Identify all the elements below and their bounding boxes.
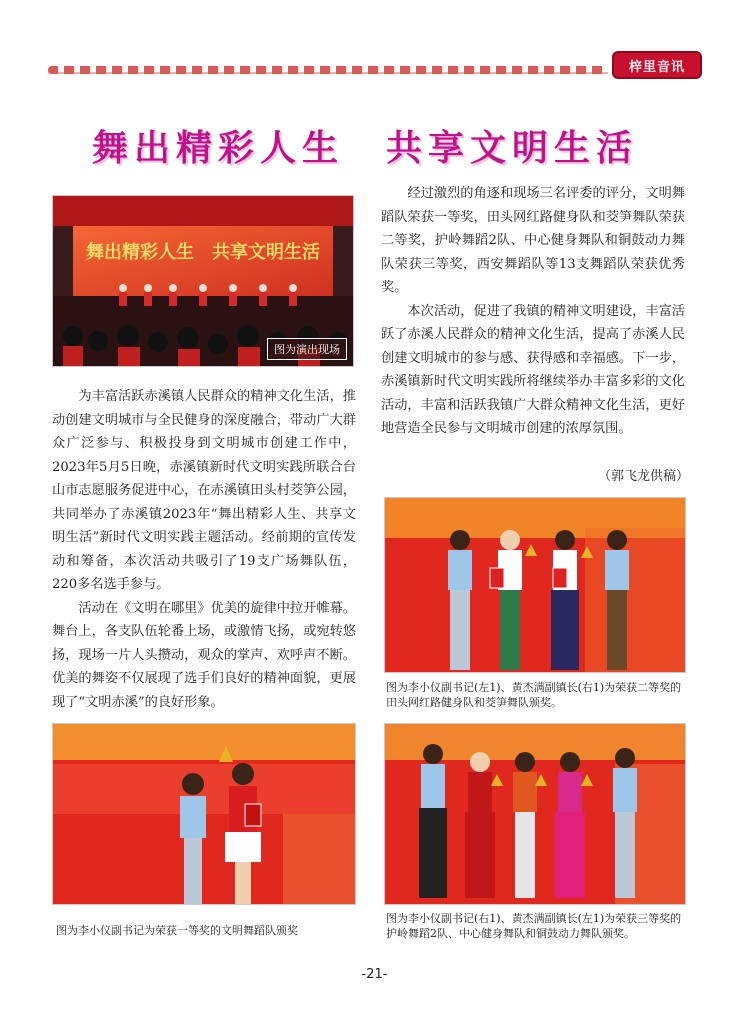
section-badge: 梓里音讯 xyxy=(612,51,702,79)
stage-photo-caption: 图为演出现场 xyxy=(267,338,347,360)
stage-photo xyxy=(52,195,354,367)
first-prize-image xyxy=(53,724,355,904)
paragraph-conclusion: 本次活动，促进了我镇的精神文明建设，丰富活跃了赤溪人民群众的精神文化生活，提高了赤溪人民创建文明城市的参与感、获得感和幸福感。下一步，赤溪镇新时代文明实践所将继续举办丰富多彩的文化活动，丰富和活跃我镇广大群众精神文化生活，更好地营造全民参与文明城市创建的浓厚氛围。 xyxy=(381,303,685,436)
first-prize-photo xyxy=(52,723,356,905)
article-title: 舞出精彩人生 共享文明生活 xyxy=(91,127,638,169)
header-rule-underline xyxy=(48,72,608,74)
second-prize-image xyxy=(385,498,685,672)
paragraph-results: 经过激烈的角逐和现场三名评委的评分，文明舞蹈队荣获一等奖，田头网红路健身队和茭笋舞队荣获二等奖，护岭舞蹈2队、中心健身舞队和铜鼓动力舞队荣获三等奖，西安舞蹈队等13支舞蹈队荣获优秀奖。 xyxy=(381,186,685,295)
right-column xyxy=(381,182,685,441)
paragraph-activity: 活动在《文明在哪里》优美的旋律中拉开帷幕。舞台上，各支队伍轮番上场，或激情飞扬，或宛转悠扬，现场一片人头攒动，观众的掌声、欢呼声不断。优美的舞姿不仅展现了选手们良好的精神面貌，更展现了“文明赤溪”的良好形象。 xyxy=(52,600,356,710)
third-prize-image xyxy=(385,724,685,904)
third-prize-photo xyxy=(384,723,686,905)
third-prize-caption: 图为李小仪副书记(右1)、黄杰满副镇长(左1)为荣获三等奖的护岭舞蹈2队、中心健身舞队和铜鼓动力舞队颁奖。 xyxy=(386,912,682,940)
article-credit: （郭飞龙供稿） xyxy=(598,469,690,484)
stage-banner-text: 舞出精彩人生 共享文明生活 xyxy=(86,242,320,263)
paragraph-intro: 为丰富活跃赤溪镇人民群众的精神文化生活，推动创建文明城市与全民健身的深度融合，带动广大群众广泛参与、积极投身到文明城市创建工作中，2023年5月5日晚，赤溪镇新时代文明实践所联合台山市志愿服务促进中心，在赤溪镇田头村茭笋公园，共同举办了赤溪镇2023年“舞出精彩人生、共享文明生活”新时代文明实践主题活动。经前期的宣传发动和筹备，本次活动共吸引了19支广场舞队伍，220多名选手参与。 xyxy=(52,389,356,592)
second-prize-photo xyxy=(384,497,686,673)
first-prize-caption: 图为李小仪副书记为荣获一等奖的文明舞蹈队颁奖 xyxy=(56,924,298,937)
left-column xyxy=(52,385,356,714)
page-number: -21- xyxy=(361,967,388,982)
second-prize-caption: 图为李小仪副书记(左1)、黄杰满副镇长(右1)为荣获二等奖的田头网红路健身队和茭笋舞队颁奖。 xyxy=(386,681,682,709)
